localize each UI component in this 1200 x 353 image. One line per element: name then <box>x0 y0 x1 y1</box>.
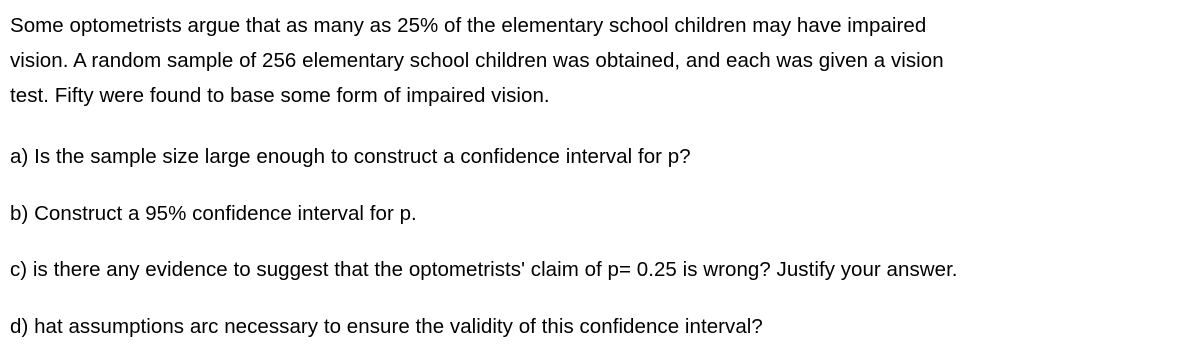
statement-line-2: vision. A random sample of 256 elementary school children was obtained, and each was given a vision <box>10 49 944 72</box>
question-b: b) Construct a 95% confidence interval for p. <box>10 202 417 225</box>
statement-line-3: test. Fifty were found to base some form of impaired vision. <box>10 84 550 107</box>
problem-statement <box>10 0 1195 113</box>
question-c: c) is there any evidence to suggest that the optometrists' claim of p= 0.25 is wrong? Justify your answer. <box>10 258 958 281</box>
problem-document <box>10 0 1195 338</box>
question-a: a) Is the sample size large enough to construct a confidence interval for p? <box>10 145 691 168</box>
statement-line-1: Some optometrists argue that as many as 25% of the elementary school children may have impaired <box>10 14 927 37</box>
question-d: d) hat assumptions arc necessary to ensure the validity of this confidence interval? <box>10 315 763 338</box>
